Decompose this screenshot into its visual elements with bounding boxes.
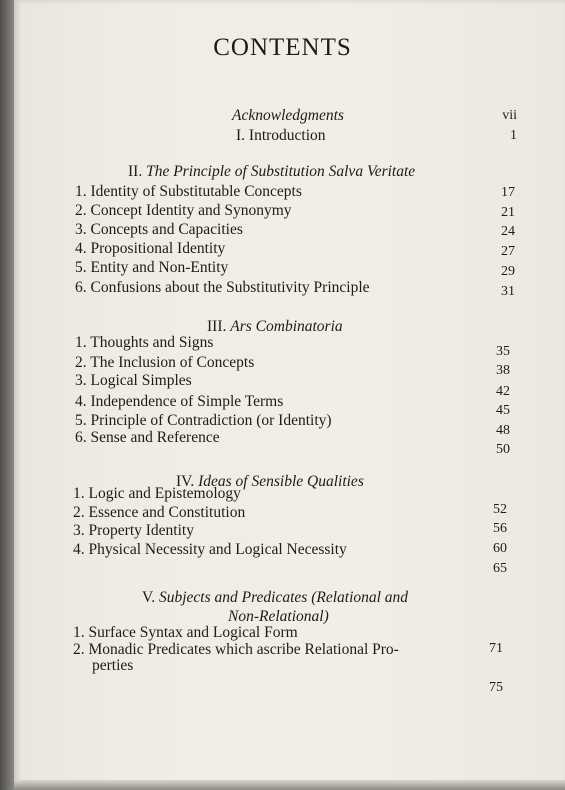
toc-page-number: 35 xyxy=(496,344,510,359)
toc-entry: 2. Concept Identity and Synonymy xyxy=(75,202,292,219)
toc-entry: 4. Propositional Identity xyxy=(75,240,226,257)
toc-page-number: 50 xyxy=(496,442,510,457)
toc-entry: 6. Sense and Reference xyxy=(75,429,220,446)
chapter-heading xyxy=(207,318,343,336)
toc-page-number: 27 xyxy=(501,244,515,259)
toc-entry-continued: perties xyxy=(92,657,134,674)
toc-entry: 3. Logical Simples xyxy=(75,372,192,389)
toc-page-number: 31 xyxy=(501,284,515,299)
toc-page-number: vii xyxy=(502,108,517,123)
toc-page-number: 45 xyxy=(496,403,510,418)
chapter-title: Ideas of Sensible Qualities xyxy=(198,473,364,490)
chapter-number: II. xyxy=(128,163,143,180)
toc-entry: 1. Identity of Substitutable Concepts xyxy=(75,183,302,200)
toc-page-number: 17 xyxy=(501,185,515,200)
toc-entry: 2. Essence and Constitution xyxy=(73,504,246,521)
toc-page-number: 38 xyxy=(496,363,510,378)
toc-page-number: 65 xyxy=(493,561,507,576)
toc-entry: 3. Property Identity xyxy=(73,522,194,539)
toc-entry: 3. Concepts and Capacities xyxy=(75,221,243,238)
toc-page-number: 24 xyxy=(501,224,515,239)
chapter-label: I. Introduction xyxy=(236,127,326,144)
toc-entry: 2. The Inclusion of Concepts xyxy=(75,354,255,371)
toc-entry: 4. Independence of Simple Terms xyxy=(75,393,284,410)
toc-page-number: 48 xyxy=(496,423,510,438)
page-title: CONTENTS xyxy=(213,34,352,61)
toc-page-number: 75 xyxy=(489,680,503,695)
toc-entry: 2. Monadic Predicates which ascribe Relational Pro- xyxy=(73,641,399,658)
chapter-number: III. xyxy=(207,318,227,335)
chapter-heading xyxy=(128,163,415,181)
toc-entry: 1. Logic and Epistemology xyxy=(73,485,241,502)
toc-page-number: 42 xyxy=(496,384,510,399)
toc-acknowledgments: Acknowledgments xyxy=(232,107,344,124)
chapter-title: Ars Combinatoria xyxy=(230,318,343,335)
book-spine-shadow xyxy=(0,0,14,790)
chapter-title: Subjects and Predicates (Relational and xyxy=(158,589,409,606)
toc-entry: 1. Thoughts and Signs xyxy=(75,334,214,351)
chapter-title: The Principle of Substitution Salva Veritate xyxy=(146,163,416,180)
toc-page-number: 1 xyxy=(510,128,517,143)
chapter-title-continued: Non-Relational) xyxy=(228,608,329,625)
page-bottom-edge xyxy=(14,780,565,790)
toc-entry: 5. Principle of Contradiction (or Identity) xyxy=(75,412,332,429)
toc-page-number: 71 xyxy=(489,641,503,656)
chapter-heading xyxy=(142,589,408,607)
toc-entry: 5. Entity and Non-Entity xyxy=(75,259,229,276)
toc-page-number: 21 xyxy=(501,205,515,220)
toc-entry: 1. Surface Syntax and Logical Form xyxy=(73,624,298,641)
toc-page-number: 29 xyxy=(501,264,515,279)
toc-page-number: 52 xyxy=(493,502,507,517)
toc-entry: 6. Confusions about the Substitutivity Principle xyxy=(75,279,370,296)
chapter-number: IV. xyxy=(176,473,195,490)
toc-introduction xyxy=(236,127,326,145)
toc-page-number: 60 xyxy=(493,541,507,556)
toc-page-number: 56 xyxy=(493,521,507,536)
chapter-number: V. xyxy=(142,589,156,606)
toc-entry: 4. Physical Necessity and Logical Necessity xyxy=(73,541,347,558)
